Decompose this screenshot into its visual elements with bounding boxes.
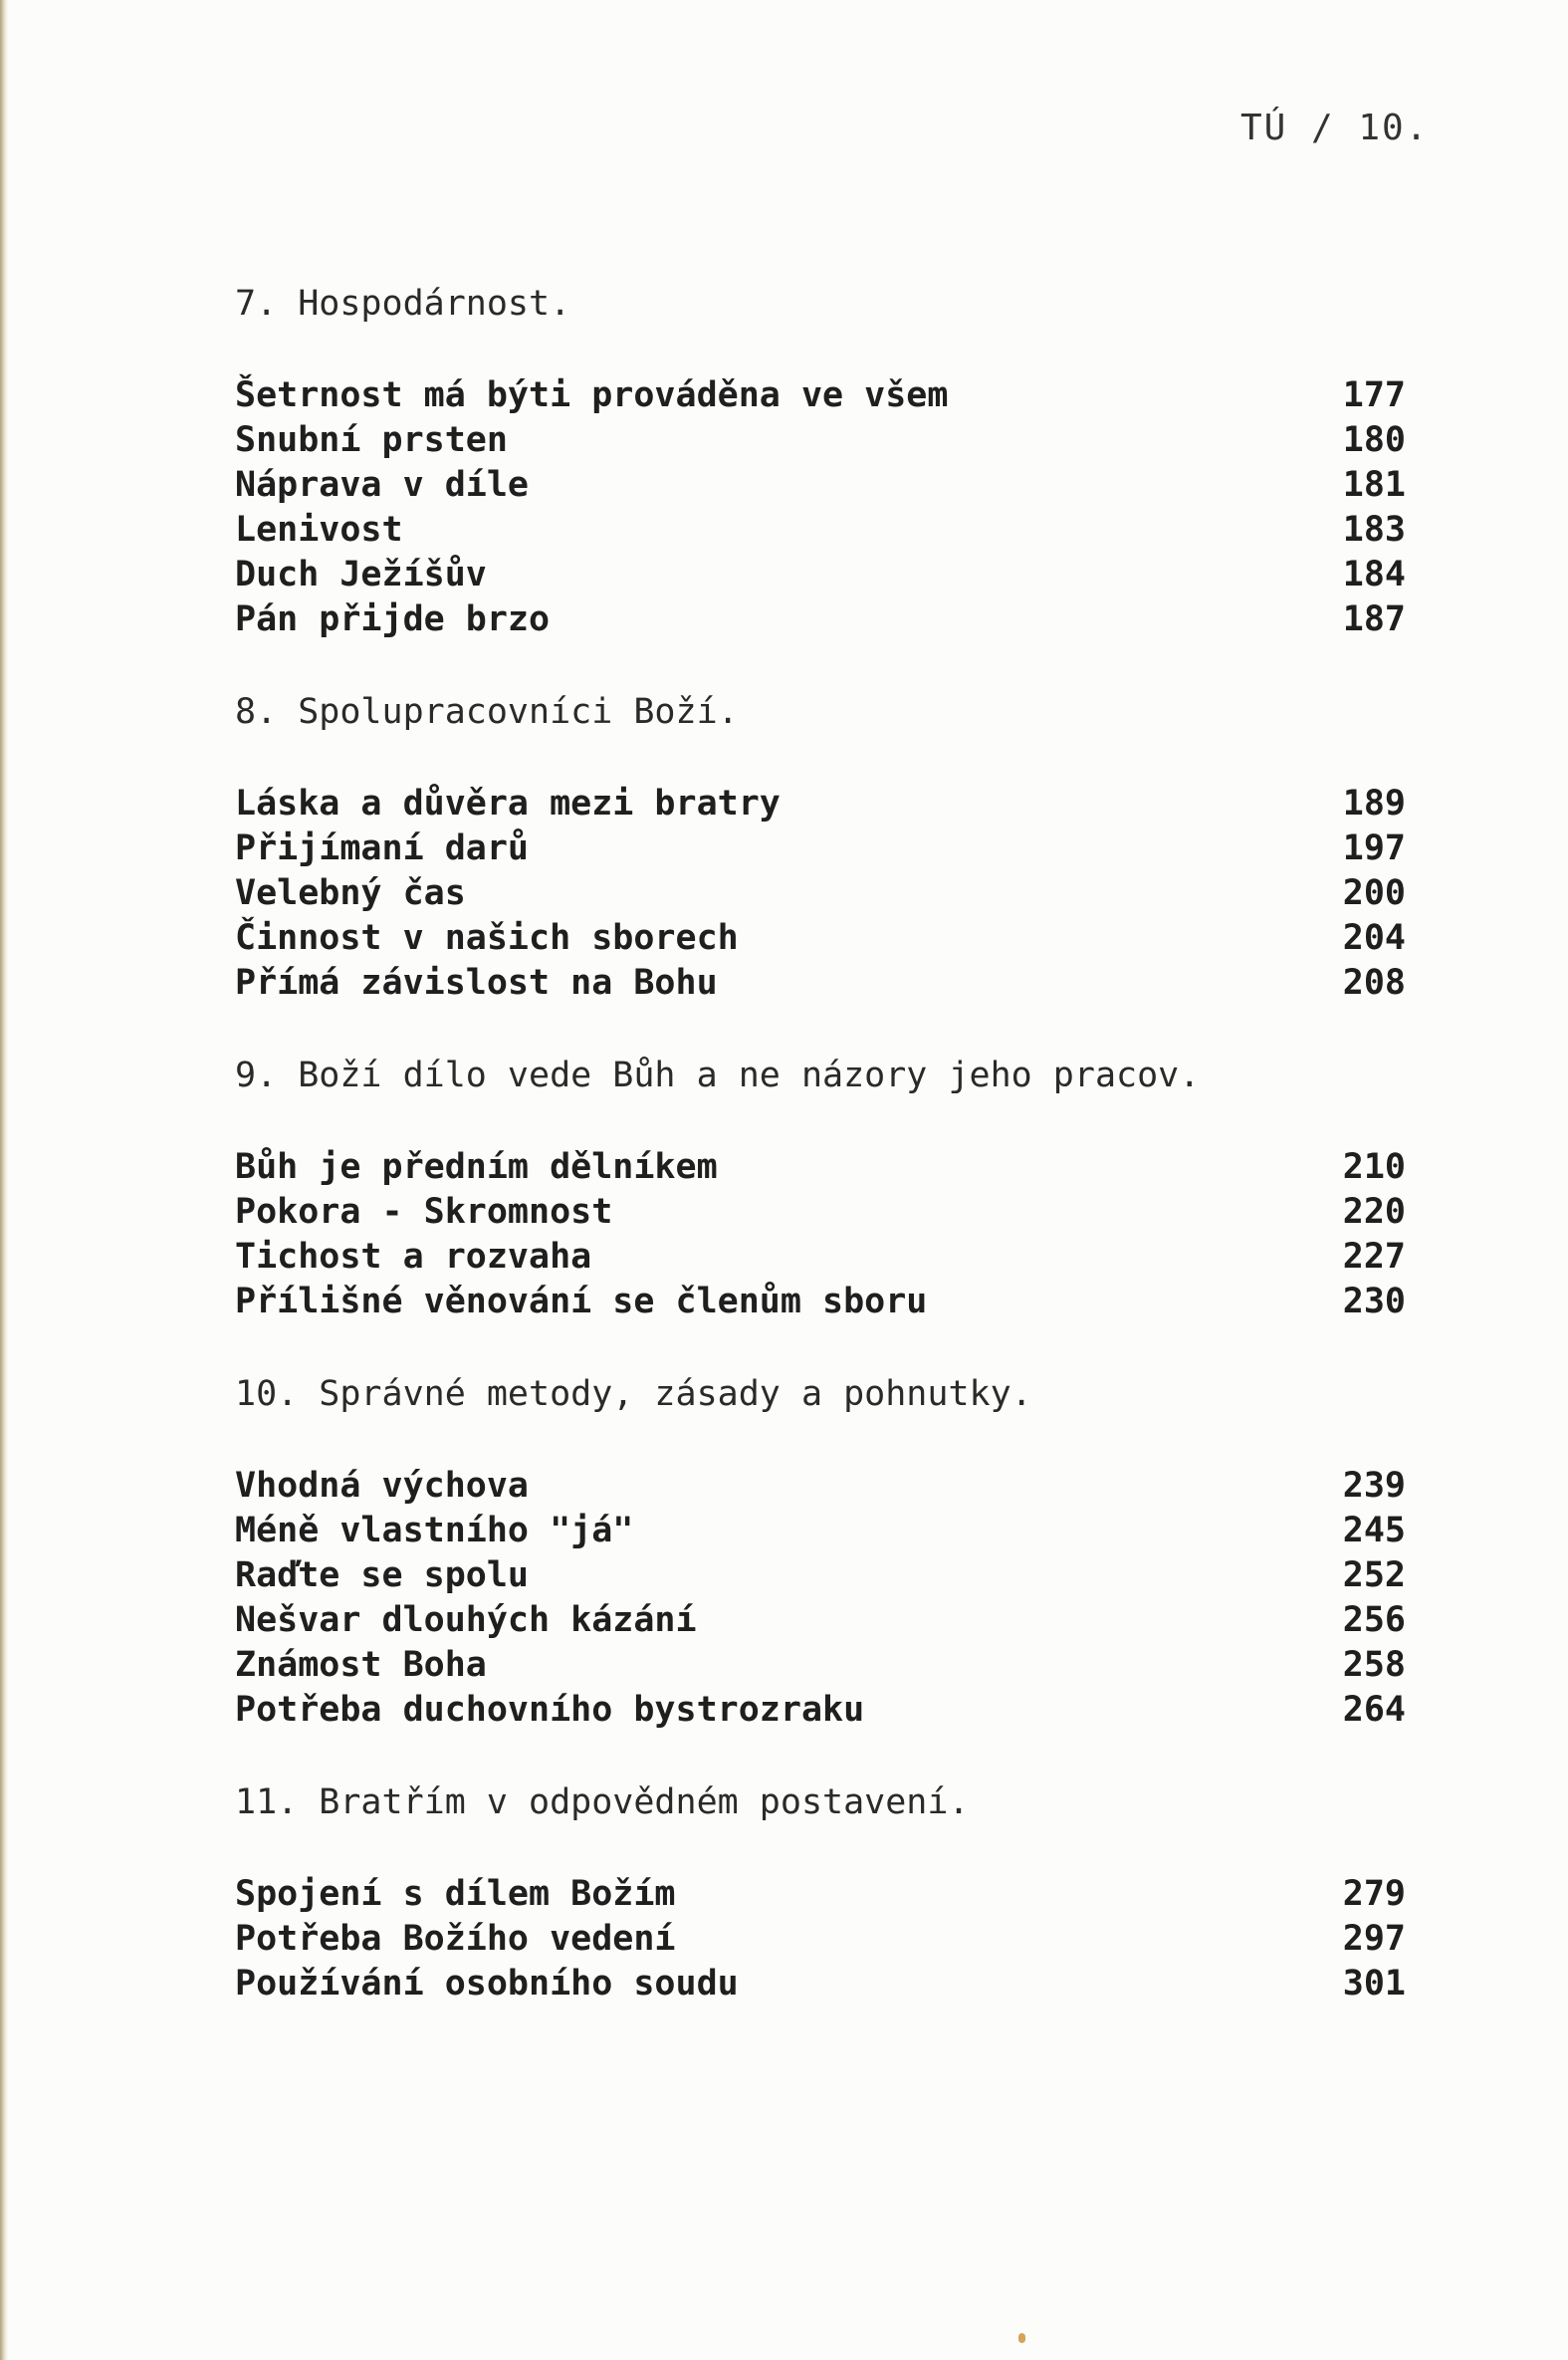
ink-speck [1018,2333,1025,2343]
entry-title: Vhodná výchova [235,1466,530,1506]
entry-page-number: 180 [1342,420,1406,460]
entry-title: Duch Ježíšův [235,555,487,594]
section-heading: 7. Hospodárnost. [235,284,571,324]
section-heading: 11. Bratřím v odpovědném postavení. [235,1782,970,1822]
toc-entry [235,961,1410,1006]
entry-page-number: 227 [1342,1237,1406,1277]
entry-title: Bůh je předním dělníkem [235,1147,718,1187]
toc-entry [235,553,1410,597]
entry-title: Tichost a rozvaha [235,1237,592,1277]
table-of-contents [235,279,1410,2006]
entry-title: Velebný čas [235,873,466,913]
section-entries [235,1872,1410,2006]
toc-entry [235,1464,1410,1509]
toc-section [235,1777,1410,2006]
entry-page-number: 279 [1342,1874,1406,1914]
entry-page-number: 177 [1342,375,1406,415]
toc-section [235,279,1410,642]
toc-entry [235,782,1410,826]
page-number: TÚ / 10. [1240,108,1430,148]
toc-entry [235,871,1410,916]
toc-section [235,1369,1410,1733]
entry-page-number: 297 [1342,1919,1406,1959]
section-entries [235,1145,1410,1324]
toc-entry [235,1235,1410,1280]
entry-title: Méně vlastního "já" [235,1511,634,1550]
toc-entry [235,1145,1410,1190]
entry-page-number: 230 [1342,1282,1406,1321]
toc-entry [235,1280,1410,1324]
entry-title: Spojení s dílem Božím [235,1874,676,1914]
section-entries [235,373,1410,642]
toc-entry [235,1509,1410,1553]
entry-page-number: 200 [1342,873,1406,913]
entry-title: Raďte se spolu [235,1555,530,1595]
entry-page-number: 264 [1342,1690,1406,1730]
entry-title: Šetrnost má býti prováděna ve všem [235,375,949,415]
entry-title: Snubní prsten [235,420,508,460]
entry-page-number: 245 [1342,1511,1406,1550]
entry-title: Známost Boha [235,1645,487,1685]
entry-page-number: 220 [1342,1192,1406,1232]
toc-entry [235,1190,1410,1235]
toc-entry [235,373,1410,418]
entry-title: Nešvar dlouhých kázání [235,1600,697,1640]
entry-page-number: 256 [1342,1600,1406,1640]
section-entries [235,1464,1410,1733]
entry-title: Lenivost [235,510,403,550]
section-heading: 10. Správné metody, zásady a pohnutky. [235,1374,1032,1414]
toc-entry [235,1917,1410,1962]
toc-section [235,1051,1410,1324]
entry-page-number: 189 [1342,784,1406,824]
toc-entry [235,597,1410,642]
entry-page-number: 252 [1342,1555,1406,1595]
entry-title: Činnost v našich sborech [235,918,739,958]
entry-title: Náprava v díle [235,465,530,505]
entry-page-number: 258 [1342,1645,1406,1685]
entry-title: Potřeba duchovního bystrozraku [235,1690,865,1730]
toc-entry [235,826,1410,871]
toc-entry [235,463,1410,508]
entry-page-number: 183 [1342,510,1406,550]
entry-title: Potřeba Božího vedení [235,1919,676,1959]
entry-page-number: 208 [1342,963,1406,1003]
entry-title: Pokora - Skromnost [235,1192,613,1232]
entry-title: Používání osobního soudu [235,1964,739,2004]
entry-page-number: 239 [1342,1466,1406,1506]
entry-page-number: 301 [1342,1964,1406,2004]
paper-edge [0,0,8,2360]
toc-entry [235,1962,1410,2006]
entry-page-number: 197 [1342,828,1406,868]
section-heading: 9. Boží dílo vede Bůh a ne názory jeho pracov. [235,1056,1201,1095]
entry-title: Pán přijde brzo [235,599,551,639]
entry-page-number: 204 [1342,918,1406,958]
section-entries [235,782,1410,1006]
toc-entry [235,418,1410,463]
entry-title: Přijímaní darů [235,828,530,868]
toc-section [235,687,1410,1006]
toc-entry [235,508,1410,553]
toc-entry [235,916,1410,961]
toc-entry [235,1688,1410,1733]
entry-page-number: 184 [1342,555,1406,594]
entry-title: Přímá závislost na Bohu [235,963,718,1003]
toc-entry [235,1553,1410,1598]
entry-title: Přílišné věnování se členům sboru [235,1282,928,1321]
toc-entry [235,1598,1410,1643]
entry-page-number: 187 [1342,599,1406,639]
entry-title: Láska a důvěra mezi bratry [235,784,781,824]
entry-page-number: 210 [1342,1147,1406,1187]
entry-page-number: 181 [1342,465,1406,505]
toc-entry [235,1643,1410,1688]
section-heading: 8. Spolupracovníci Boží. [235,692,739,732]
toc-entry [235,1872,1410,1917]
